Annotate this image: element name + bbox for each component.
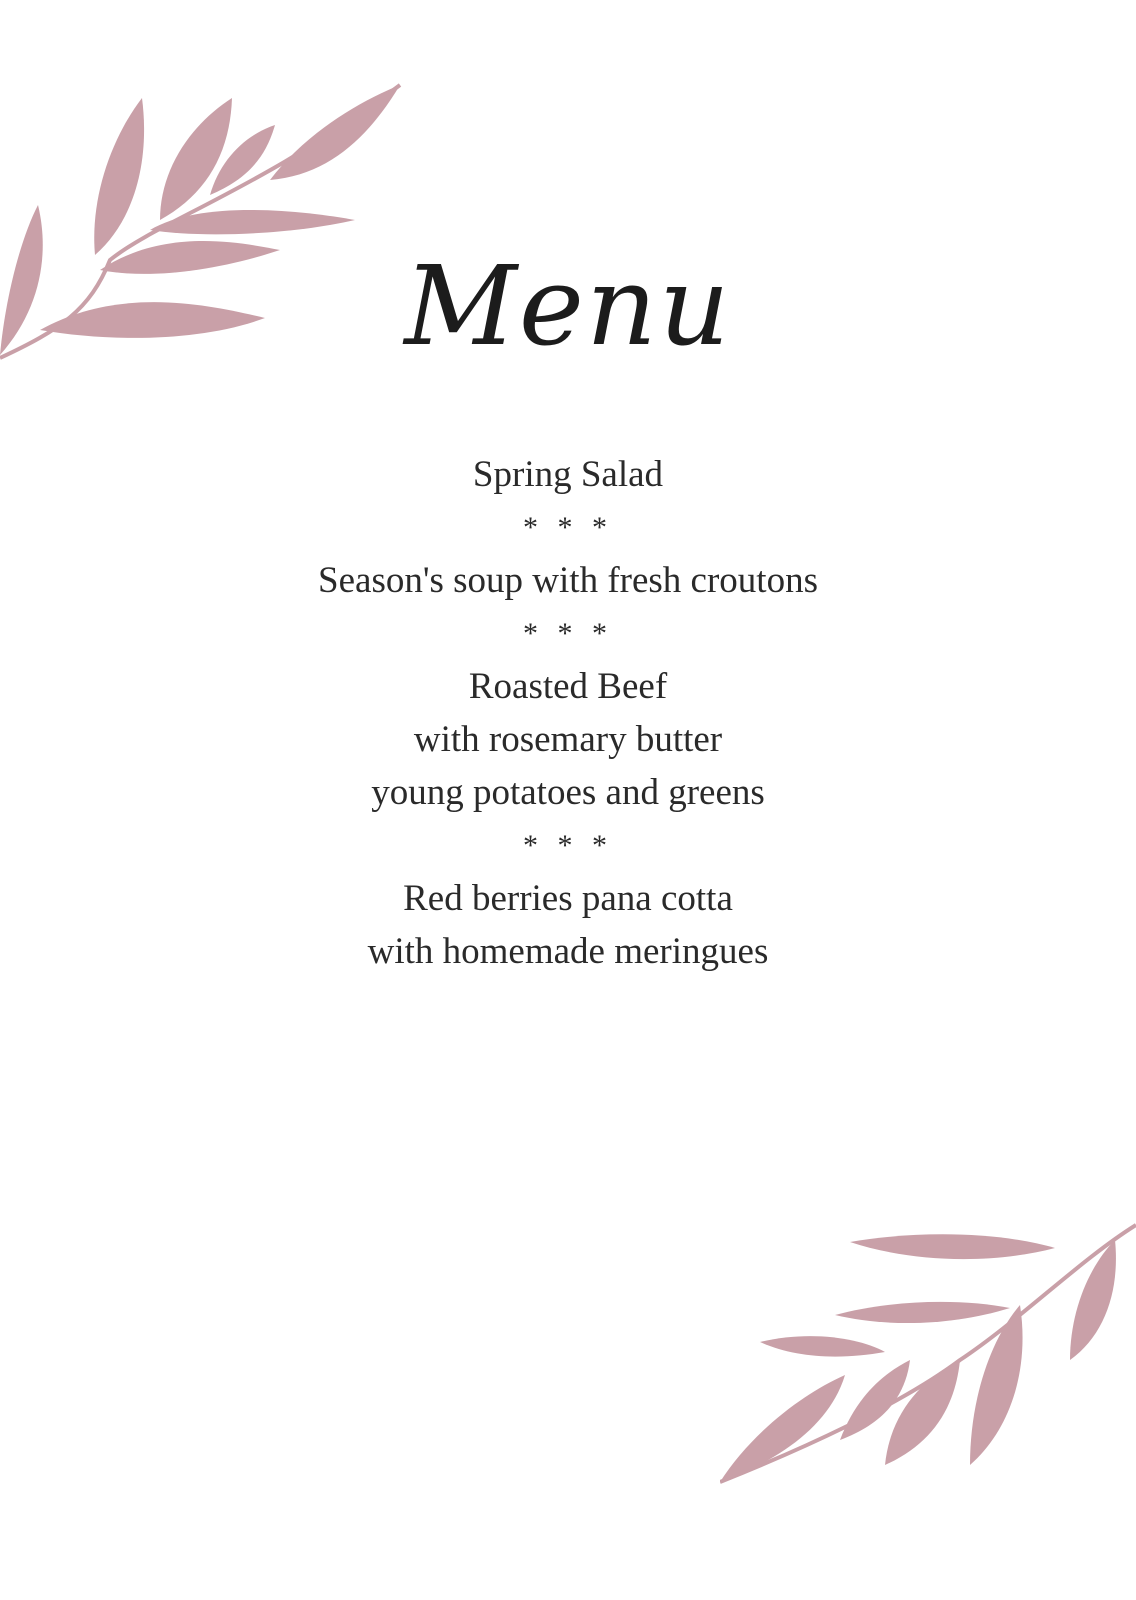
course-separator: * * * bbox=[523, 511, 613, 544]
menu-list bbox=[0, 448, 1136, 978]
dish-line: Spring Salad bbox=[472, 454, 664, 495]
dish-line: with rosemary butter bbox=[413, 719, 723, 760]
course-separator: * * * bbox=[523, 829, 613, 862]
dish-line: Red berries pana cotta bbox=[403, 878, 733, 919]
leaf-sprig-icon bbox=[720, 1220, 1136, 1520]
page-title: Menu bbox=[404, 242, 732, 370]
dish-line: with homemade meringues bbox=[367, 931, 769, 972]
course-separator: * * * bbox=[523, 617, 613, 650]
dish-line: young potatoes and greens bbox=[371, 772, 765, 813]
dish-line: Season's soup with fresh croutons bbox=[318, 560, 818, 601]
dish-line: Roasted Beef bbox=[468, 666, 668, 707]
